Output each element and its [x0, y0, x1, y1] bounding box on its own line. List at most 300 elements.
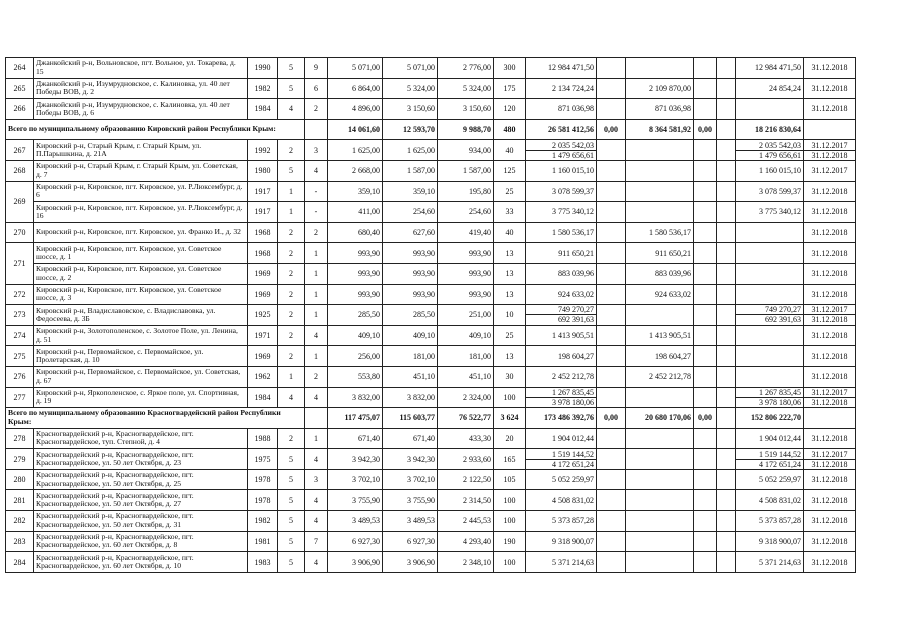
area-total-cell: 680,40	[328, 222, 383, 243]
fund-2-cell: 871 036,98	[626, 99, 694, 120]
year-cell: 1988	[248, 428, 278, 449]
fund-3-cell	[694, 511, 717, 532]
date-cell: 31.12.2018	[804, 181, 856, 202]
fund-1-cell	[597, 552, 626, 573]
fund-2-cell	[626, 58, 694, 79]
table-row	[6, 263, 856, 284]
year-cell: 1962	[248, 366, 278, 387]
floors-cell: 5	[278, 78, 305, 99]
area-total-cell: 285,50	[328, 305, 383, 326]
residents-cell: 40	[494, 222, 526, 243]
fund-4-cell	[717, 469, 736, 490]
row-number: 284	[6, 552, 34, 573]
area-living-cell: 3 832,00	[383, 387, 438, 408]
fund-4-cell	[717, 366, 736, 387]
floors-cell: 2	[278, 325, 305, 346]
fund-2-cell	[626, 428, 694, 449]
subtotal-cost: 26 581 412,56	[526, 119, 597, 140]
fund-1-cell	[597, 346, 626, 367]
area-total-cell: 1 625,00	[328, 140, 383, 161]
table-row	[6, 428, 856, 449]
date-cell	[804, 449, 856, 470]
date-cell: 31.12.2018	[804, 366, 856, 387]
fund-4-cell	[717, 160, 736, 181]
table-row	[6, 78, 856, 99]
table-row	[6, 181, 856, 202]
fund-2-cell	[626, 305, 694, 326]
entrances-cell: 2	[305, 222, 328, 243]
row-number: 276	[6, 366, 34, 387]
cost-cell-line: 1 519 144,52	[552, 449, 594, 459]
fund-1-cell	[597, 243, 626, 264]
date-cell	[804, 387, 856, 408]
subtotal-label: Всего по муниципальному образованию Кировский район Республики Крым:	[6, 119, 305, 140]
address-cell: Кировский р-н, Первомайское, с. Первомайское, ул. Пролетарская, д. 10	[34, 346, 248, 367]
fund-4-cell	[717, 387, 736, 408]
row-number: 277	[6, 387, 34, 408]
residents-cell: 13	[494, 263, 526, 284]
table-row	[6, 469, 856, 490]
year-cell: 1982	[248, 511, 278, 532]
address-cell: Красногвардейский р-н, Красногвардейское, пгт. Красногвардейское, ул. 50 лет Октября, д. 23	[34, 449, 248, 470]
fund-5-cell-line: 1 267 835,45	[759, 387, 801, 397]
area-total-cell: 409,10	[328, 325, 383, 346]
fund-3-cell	[694, 181, 717, 202]
table-row	[6, 284, 856, 305]
address-cell: Джанкойский р-н, Изумрудновское, с. Калиновка, ул. 40 лет Победы ВОВ, д. 2	[34, 78, 248, 99]
area-living-cell: 181,00	[383, 346, 438, 367]
area-living-cell: 993,90	[383, 243, 438, 264]
fund-4-cell	[717, 284, 736, 305]
subtotal-fund-4	[717, 119, 736, 140]
fund-1-cell	[597, 366, 626, 387]
residents-cell: 175	[494, 78, 526, 99]
fund-3-cell	[694, 202, 717, 223]
date-cell: 31.12.2018	[804, 243, 856, 264]
date-cell-line: 31.12.2018	[804, 397, 855, 407]
area-owned-cell: 3 150,60	[438, 99, 494, 120]
area-total-cell: 2 668,00	[328, 160, 383, 181]
subtotal-row	[6, 119, 856, 140]
entrances-cell: 4	[305, 160, 328, 181]
fund-1-cell	[597, 469, 626, 490]
area-living-cell: 993,90	[383, 284, 438, 305]
fund-2-cell: 1 580 536,17	[626, 222, 694, 243]
cost-cell-line: 1 267 835,45	[552, 387, 594, 397]
residents-cell: 100	[494, 490, 526, 511]
fund-4-cell	[717, 99, 736, 120]
table-row	[6, 490, 856, 511]
year-cell: 1982	[248, 78, 278, 99]
cost-cell: 12 984 471,50	[526, 58, 597, 79]
row-number: 270	[6, 222, 34, 243]
cost-cell: 1 413 905,51	[526, 325, 597, 346]
subtotal-fund-3: 0,00	[694, 119, 717, 140]
entrances-cell: 2	[305, 366, 328, 387]
address-cell: Красногвардейский р-н, Красногвардейское, пгт. Красногвардейское, ул. 50 лет Октября, д. 27	[34, 490, 248, 511]
date-cell: 31.12.2018	[804, 490, 856, 511]
area-owned-cell: 409,10	[438, 325, 494, 346]
fund-4-cell	[717, 428, 736, 449]
fund-5-cell	[736, 387, 804, 408]
entrances-cell: 4	[305, 387, 328, 408]
capital-repair-table	[5, 57, 856, 573]
address-cell: Джанкойский р-н, Вольновское, пгт. Вольное, ул. Токарева, д. 15	[34, 58, 248, 79]
fund-3-cell	[694, 346, 717, 367]
fund-2-cell: 198 604,27	[626, 346, 694, 367]
entrances-cell: 6	[305, 78, 328, 99]
residents-cell: 30	[494, 366, 526, 387]
fund-2-cell: 911 650,21	[626, 243, 694, 264]
floors-cell: 2	[278, 346, 305, 367]
row-number: 280	[6, 469, 34, 490]
area-living-cell: 1 625,00	[383, 140, 438, 161]
fund-3-cell	[694, 387, 717, 408]
residents-cell: 25	[494, 325, 526, 346]
fund-2-cell: 2 109 870,00	[626, 78, 694, 99]
cost-cell: 924 633,02	[526, 284, 597, 305]
entrances-cell: 7	[305, 531, 328, 552]
table-row	[6, 222, 856, 243]
area-total-cell: 671,40	[328, 428, 383, 449]
subtotal-residents: 480	[494, 119, 526, 140]
cost-cell	[526, 449, 597, 470]
area-owned-cell: 934,00	[438, 140, 494, 161]
entrances-cell: 4	[305, 552, 328, 573]
fund-5-cell	[736, 140, 804, 161]
fund-1-cell	[597, 160, 626, 181]
area-total-cell: 6 864,00	[328, 78, 383, 99]
fund-1-cell	[597, 140, 626, 161]
entrances-cell: 1	[305, 346, 328, 367]
floors-cell: 5	[278, 490, 305, 511]
fund-5-cell: 1 904 012,44	[736, 428, 804, 449]
date-cell	[804, 140, 856, 161]
fund-5-cell: 5 052 259,97	[736, 469, 804, 490]
row-number: 264	[6, 58, 34, 79]
residents-cell: 165	[494, 449, 526, 470]
fund-3-cell	[694, 222, 717, 243]
fund-4-cell	[717, 181, 736, 202]
date-cell: 31.12.2018	[804, 346, 856, 367]
fund-5-cell-line: 692 391,63	[736, 314, 803, 324]
area-living-cell: 3 755,90	[383, 490, 438, 511]
fund-5-cell: 4 508 831,02	[736, 490, 804, 511]
residents-cell: 120	[494, 99, 526, 120]
fund-2-cell: 924 633,02	[626, 284, 694, 305]
date-cell-line: 31.12.2018	[804, 314, 855, 324]
cost-cell	[526, 305, 597, 326]
area-total-cell: 3 832,00	[328, 387, 383, 408]
fund-5-cell-line: 1 519 144,52	[759, 449, 801, 459]
table-row	[6, 325, 856, 346]
table-row	[6, 305, 856, 326]
address-cell: Кировский р-н, Кировское, пгт. Кировское, ул. Советское шоссе, д. 1	[34, 243, 248, 264]
row-number: 269	[6, 181, 34, 222]
table-row	[6, 531, 856, 552]
fund-5-cell-line: 3 978 180,06	[736, 397, 803, 407]
fund-5-cell: 1 160 015,10	[736, 160, 804, 181]
fund-3-cell	[694, 160, 717, 181]
cost-cell: 2 452 212,78	[526, 366, 597, 387]
fund-1-cell	[597, 181, 626, 202]
fund-4-cell	[717, 58, 736, 79]
row-number: 279	[6, 449, 34, 470]
table-row	[6, 202, 856, 223]
row-number: 282	[6, 511, 34, 532]
date-cell: 31.12.2018	[804, 284, 856, 305]
table-row	[6, 346, 856, 367]
area-living-cell: 3 489,53	[383, 511, 438, 532]
residents-cell: 105	[494, 469, 526, 490]
area-total-cell: 359,10	[328, 181, 383, 202]
fund-4-cell	[717, 531, 736, 552]
floors-cell: 2	[278, 140, 305, 161]
table-body	[6, 58, 856, 573]
floors-cell: 1	[278, 366, 305, 387]
area-living-cell: 3 942,30	[383, 449, 438, 470]
fund-2-cell	[626, 160, 694, 181]
cost-cell: 1 160 015,10	[526, 160, 597, 181]
fund-2-cell	[626, 490, 694, 511]
fund-2-cell	[626, 449, 694, 470]
document-sheet	[5, 57, 856, 573]
fund-5-cell	[736, 449, 804, 470]
subtotal-fund-2: 8 364 581,92	[626, 119, 694, 140]
area-living-cell: 671,40	[383, 428, 438, 449]
area-owned-cell: 195,80	[438, 181, 494, 202]
area-total-cell: 411,00	[328, 202, 383, 223]
floors-cell: 2	[278, 428, 305, 449]
address-cell: Кировский р-н, Кировское, пгт. Кировское, ул. Советское шоссе, д. 3	[34, 284, 248, 305]
row-number: 268	[6, 160, 34, 181]
fund-4-cell	[717, 305, 736, 326]
floors-cell: 2	[278, 263, 305, 284]
fund-1-cell	[597, 387, 626, 408]
floors-cell: 2	[278, 243, 305, 264]
address-cell: Джанкойский р-н, Изумрудновское, с. Калиновка, ул. 40 лет Победы ВОВ, д. 6	[34, 99, 248, 120]
fund-1-cell	[597, 511, 626, 532]
area-total-cell: 6 927,30	[328, 531, 383, 552]
residents-cell: 13	[494, 284, 526, 305]
subtotal-cell	[305, 119, 328, 140]
fund-3-cell	[694, 469, 717, 490]
date-cell: 31.12.2018	[804, 78, 856, 99]
date-cell: 31.12.2018	[804, 222, 856, 243]
residents-cell: 20	[494, 428, 526, 449]
cost-cell-line: 2 035 542,03	[552, 140, 594, 150]
year-cell: 1925	[248, 305, 278, 326]
table-row	[6, 140, 856, 161]
subtotal-residents: 3 624	[494, 408, 526, 429]
entrances-cell: 4	[305, 490, 328, 511]
cost-cell: 911 650,21	[526, 243, 597, 264]
row-number: 274	[6, 325, 34, 346]
area-total-cell: 3 489,53	[328, 511, 383, 532]
date-cell: 31.12.2018	[804, 202, 856, 223]
area-living-cell: 993,90	[383, 263, 438, 284]
fund-3-cell	[694, 552, 717, 573]
area-owned-cell: 433,30	[438, 428, 494, 449]
year-cell: 1984	[248, 387, 278, 408]
area-total-cell: 3 755,90	[328, 490, 383, 511]
floors-cell: 2	[278, 284, 305, 305]
entrances-cell: 1	[305, 263, 328, 284]
fund-4-cell	[717, 263, 736, 284]
fund-2-cell	[626, 531, 694, 552]
fund-2-cell	[626, 469, 694, 490]
area-living-cell: 3 150,60	[383, 99, 438, 120]
fund-1-cell	[597, 490, 626, 511]
year-cell: 1969	[248, 263, 278, 284]
floors-cell: 5	[278, 449, 305, 470]
entrances-cell: 3	[305, 469, 328, 490]
cost-cell: 5 052 259,97	[526, 469, 597, 490]
cost-cell: 5 373 857,28	[526, 511, 597, 532]
area-living-cell: 5 324,00	[383, 78, 438, 99]
fund-2-cell	[626, 387, 694, 408]
fund-5-cell: 3 078 599,37	[736, 181, 804, 202]
date-cell-line: 31.12.2017	[811, 387, 848, 397]
area-total-cell: 3 702,10	[328, 469, 383, 490]
fund-4-cell	[717, 78, 736, 99]
floors-cell: 2	[278, 222, 305, 243]
subtotal-fund-2: 20 680 170,06	[626, 408, 694, 429]
residents-cell: 125	[494, 160, 526, 181]
date-cell: 31.12.2018	[804, 511, 856, 532]
fund-5-cell: 3 775 340,12	[736, 202, 804, 223]
date-cell: 31.12.2018	[804, 58, 856, 79]
fund-3-cell	[694, 449, 717, 470]
entrances-cell: 4	[305, 511, 328, 532]
cost-cell: 1 904 012,44	[526, 428, 597, 449]
fund-5-cell-line: 749 270,27	[765, 305, 801, 315]
cost-cell-line: 692 391,63	[526, 314, 596, 324]
area-owned-cell: 2 776,00	[438, 58, 494, 79]
fund-4-cell	[717, 243, 736, 264]
cost-cell: 871 036,98	[526, 99, 597, 120]
fund-3-cell	[694, 531, 717, 552]
date-cell: 31.12.2017	[804, 160, 856, 181]
address-cell: Кировский р-н, Старый Крым, г. Старый Крым, ул. Советская, д. 7	[34, 160, 248, 181]
address-cell: Кировский р-н, Кировское, пгт. Кировское, ул. Советское шоссе, д. 2	[34, 263, 248, 284]
fund-3-cell	[694, 428, 717, 449]
address-cell: Кировский р-н, Первомайское, с. Первомайское, ул. Советская, д. 67	[34, 366, 248, 387]
address-cell: Красногвардейский р-н, Красногвардейское, пгт. Красногвардейское, ул. 60 лет Октября, д. 10	[34, 552, 248, 573]
date-cell-line: 31.12.2017	[811, 449, 848, 459]
date-cell: 31.12.2018	[804, 263, 856, 284]
area-owned-cell: 993,90	[438, 263, 494, 284]
cost-cell	[526, 140, 597, 161]
area-owned-cell: 181,00	[438, 346, 494, 367]
area-total-cell: 3 906,90	[328, 552, 383, 573]
row-number: 281	[6, 490, 34, 511]
date-cell: 31.12.2018	[804, 99, 856, 120]
fund-2-cell	[626, 552, 694, 573]
fund-1-cell	[597, 263, 626, 284]
area-living-cell: 3 702,10	[383, 469, 438, 490]
subtotal-row	[6, 408, 856, 429]
residents-cell: 10	[494, 305, 526, 326]
area-owned-cell: 251,00	[438, 305, 494, 326]
residents-cell: 40	[494, 140, 526, 161]
fund-3-cell	[694, 305, 717, 326]
fund-5-cell	[736, 99, 804, 120]
area-owned-cell: 2 324,00	[438, 387, 494, 408]
year-cell: 1981	[248, 531, 278, 552]
area-owned-cell: 254,60	[438, 202, 494, 223]
fund-1-cell	[597, 99, 626, 120]
cost-cell-line: 4 172 651,24	[526, 459, 596, 469]
fund-4-cell	[717, 552, 736, 573]
fund-4-cell	[717, 222, 736, 243]
fund-5-cell-line: 4 172 651,24	[736, 459, 803, 469]
area-owned-cell: 2 933,60	[438, 449, 494, 470]
residents-cell: 25	[494, 181, 526, 202]
area-living-cell: 5 071,00	[383, 58, 438, 79]
entrances-cell: 4	[305, 449, 328, 470]
table-row	[6, 366, 856, 387]
entrances-cell: 1	[305, 428, 328, 449]
subtotal-area-total: 117 475,07	[328, 408, 383, 429]
fund-5-cell	[736, 263, 804, 284]
entrances-cell: 4	[305, 325, 328, 346]
residents-cell: 100	[494, 387, 526, 408]
fund-1-cell	[597, 58, 626, 79]
residents-cell: 33	[494, 202, 526, 223]
fund-2-cell	[626, 511, 694, 532]
year-cell: 1978	[248, 490, 278, 511]
cost-cell: 883 039,96	[526, 263, 597, 284]
area-living-cell: 451,10	[383, 366, 438, 387]
fund-5-cell: 9 318 900,07	[736, 531, 804, 552]
fund-4-cell	[717, 140, 736, 161]
area-total-cell: 993,90	[328, 243, 383, 264]
date-cell: 31.12.2018	[804, 469, 856, 490]
floors-cell: 5	[278, 552, 305, 573]
table-row	[6, 243, 856, 264]
fund-5-cell	[736, 243, 804, 264]
area-living-cell: 1 587,00	[383, 160, 438, 181]
floors-cell: 5	[278, 469, 305, 490]
date-cell-line: 31.12.2017	[811, 305, 848, 315]
address-cell: Красногвардейский р-н, Красногвардейское, пгт. Красногвардейское, ул. 50 лет Октября, д. 31	[34, 511, 248, 532]
year-cell: 1968	[248, 222, 278, 243]
year-cell: 1984	[248, 99, 278, 120]
row-number: 267	[6, 140, 34, 161]
subtotal-area-owned: 9 988,70	[438, 119, 494, 140]
residents-cell: 13	[494, 243, 526, 264]
area-owned-cell: 2 122,50	[438, 469, 494, 490]
area-owned-cell: 1 587,00	[438, 160, 494, 181]
table-row	[6, 99, 856, 120]
fund-1-cell	[597, 284, 626, 305]
subtotal-fund-5: 152 806 222,70	[736, 408, 804, 429]
year-cell: 1990	[248, 58, 278, 79]
date-cell-line: 31.12.2017	[811, 140, 848, 150]
year-cell: 1968	[248, 243, 278, 264]
date-cell: 31.12.2018	[804, 531, 856, 552]
floors-cell: 1	[278, 181, 305, 202]
fund-5-cell	[736, 222, 804, 243]
fund-1-cell	[597, 531, 626, 552]
year-cell: 1971	[248, 325, 278, 346]
subtotal-date	[804, 119, 856, 140]
fund-1-cell	[597, 428, 626, 449]
cost-cell: 1 580 536,17	[526, 222, 597, 243]
fund-3-cell	[694, 325, 717, 346]
fund-2-cell	[626, 202, 694, 223]
